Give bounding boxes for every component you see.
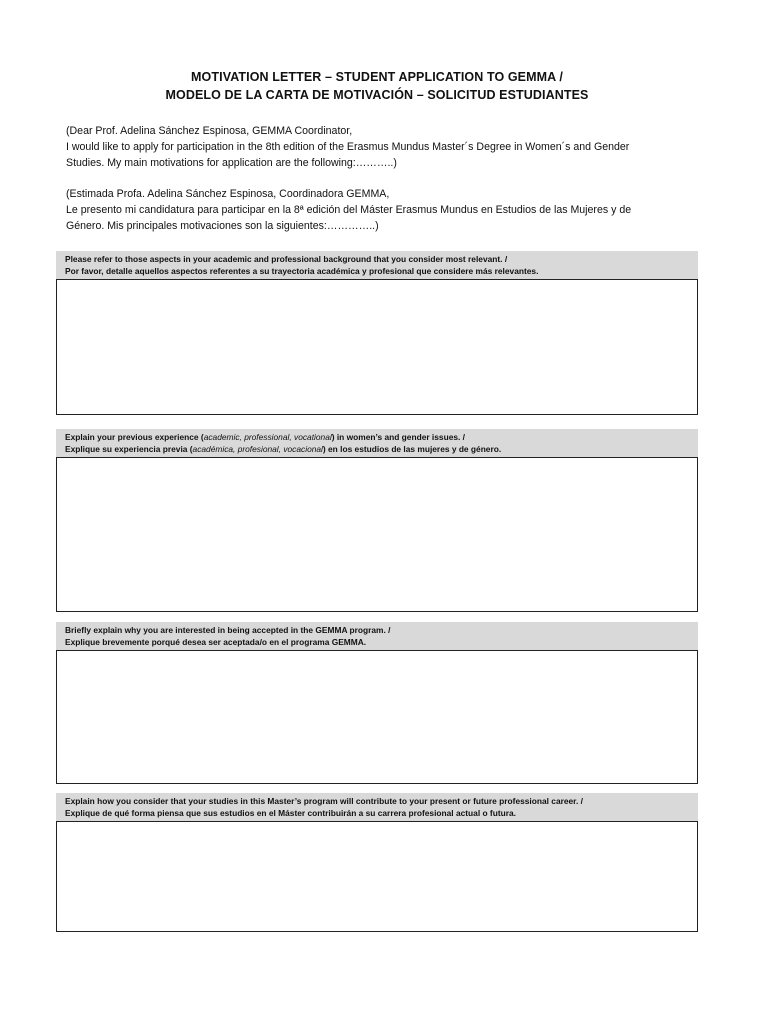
intro-english-line: Studies. My main motivations for application are the following:………..) — [66, 157, 397, 169]
section-prompt-english — [65, 431, 689, 443]
answer-box-experience[interactable] — [56, 457, 698, 612]
intro-spanish-line: Género. Mis principales motivaciones son la siguientes:…………..) — [66, 220, 379, 232]
document-title — [56, 68, 698, 104]
intro-english-line: (Dear Prof. Adelina Sánchez Espinosa, GEMMA Coordinator, — [66, 125, 353, 137]
section-header — [56, 622, 698, 650]
section-prompt-english: Briefly explain why you are interested in being accepted in the GEMMA program. / — [65, 625, 391, 635]
section-prompt-english: Please refer to those aspects in your academic and professional background that you consider most relevant. / — [65, 254, 508, 264]
prompt-text: ) in women’s and gender issues. / — [331, 432, 465, 442]
section-interest — [56, 622, 698, 784]
section-background — [56, 251, 698, 415]
section-career — [56, 793, 698, 932]
prompt-text: Explain your previous experience ( — [65, 432, 204, 442]
answer-box-background[interactable] — [56, 279, 698, 415]
section-prompt-spanish: Por favor, detalle aquellos aspectos referentes a su trayectoria académica y profesional que considere más relevantes. — [65, 266, 539, 276]
section-header — [56, 793, 698, 821]
title-line-english: MOTIVATION LETTER – STUDENT APPLICATION TO GEMMA / — [191, 70, 563, 84]
intro-english-line: I would like to apply for participation in the 8th edition of the Erasmus Mundus Master´s Degree in Women´s and Gender — [66, 141, 630, 153]
section-prompt-spanish: Explique de qué forma piensa que sus estudios en el Máster contribuirán a su carrera profesional actual o futura. — [65, 808, 516, 818]
section-prompt-english: Explain how you consider that your studies in this Master’s program will contribute to your present or future professional career. / — [65, 796, 583, 806]
intro-spanish-line: (Estimada Profa. Adelina Sánchez Espinosa, Coordinadora GEMMA, — [66, 188, 390, 200]
answer-box-interest[interactable] — [56, 650, 698, 784]
prompt-text: Explique su experiencia previa ( — [65, 444, 193, 454]
section-prompt-spanish: Explique brevemente porqué desea ser aceptada/o en el programa GEMMA. — [65, 637, 367, 647]
intro-english — [66, 123, 698, 171]
section-prompt-spanish — [65, 443, 689, 455]
title-line-spanish: MODELO DE LA CARTA DE MOTIVACIÓN – SOLICITUD ESTUDIANTES — [165, 88, 589, 102]
section-header — [56, 429, 698, 457]
intro-spanish — [66, 186, 698, 234]
prompt-italic-text: académica, profesional, vocacional — [192, 444, 323, 454]
section-experience — [56, 429, 698, 612]
answer-box-career[interactable] — [56, 821, 698, 932]
prompt-italic-text: academic, professional, vocational — [203, 432, 332, 442]
section-header — [56, 251, 698, 279]
intro-spanish-line: Le presento mi candidatura para participar en la 8ª edición del Máster Erasmus Mundus en Estudios de las Mujeres y de — [66, 204, 632, 216]
prompt-text: ) en los estudios de las mujeres y de género. — [322, 444, 502, 454]
